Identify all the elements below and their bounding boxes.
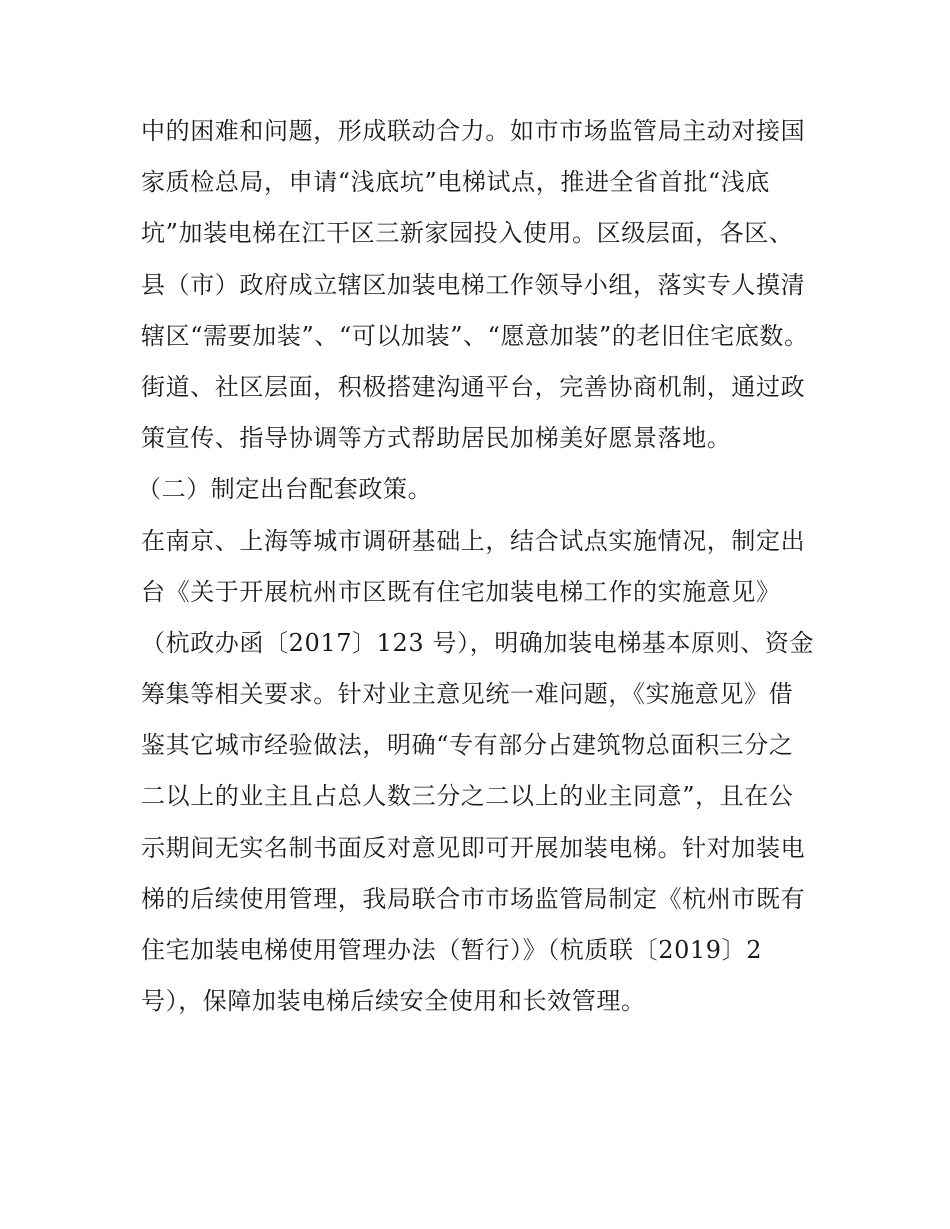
section-heading: （二）制定出台配套政策。 (137, 475, 433, 504)
paragraph-line: 住宅加装电梯使用管理办法（暂行）》（杭质联〔2019〕2 (141, 936, 763, 964)
paragraph-line: 号），保障加装电梯后续安全使用和长效管理。 (141, 987, 646, 1016)
paragraph-line: 中的困难和问题，形成联动合力。如市市场监管局主动对接国 (141, 117, 806, 145)
body-text (137, 106, 821, 1027)
paragraph-line: 家质检总局，申请“浅底坑”电梯试点，推进全省首批“浅底 (141, 168, 771, 197)
paragraph-line: 辖区“需要加装”、“可以加装”、“愿意加装”的老旧住宅底数。 (141, 321, 809, 350)
paragraph-line: 县（市）政府成立辖区加装电梯工作领导小组，落实专人摸清 (141, 270, 806, 299)
paragraph-line: 筹集等相关要求。针对业主意见统一难问题，《实施意见》借 (141, 680, 794, 709)
paragraph-line: 街道、社区层面，积极搭建沟通平台，完善协商机制，通过政 (141, 372, 806, 401)
paragraph-line: （杭政办函〔2017〕123 号），明确加装电梯基本原则、资金 (141, 628, 815, 657)
paragraph-line: 鉴其它城市经验做法，明确“专有部分占建筑物总面积三分之 (141, 731, 794, 760)
paragraph-line: 台《关于开展杭州市区既有住宅加装电梯工作的实施意见》 (141, 577, 781, 606)
paragraph-line: 梯的后续使用管理，我局联合市市场监管局制定《杭州市既有 (141, 884, 806, 913)
paragraph-line: 二以上的业主且占总人数三分之二以上的业主同意”，且在公 (141, 782, 794, 811)
paragraph-line: 策宣传、指导协调等方式帮助居民加梯美好愿景落地。 (141, 424, 732, 453)
paragraph-line: 在南京、上海等城市调研基础上，结合试点实施情况，制定出 (141, 526, 806, 555)
paragraph-line: 坑”加装电梯在江干区三新家园投入使用。区级层面，各区、 (141, 219, 794, 248)
paragraph-line: 示期间无实名制书面反对意见即可开展加装电梯。针对加装电 (141, 833, 806, 862)
